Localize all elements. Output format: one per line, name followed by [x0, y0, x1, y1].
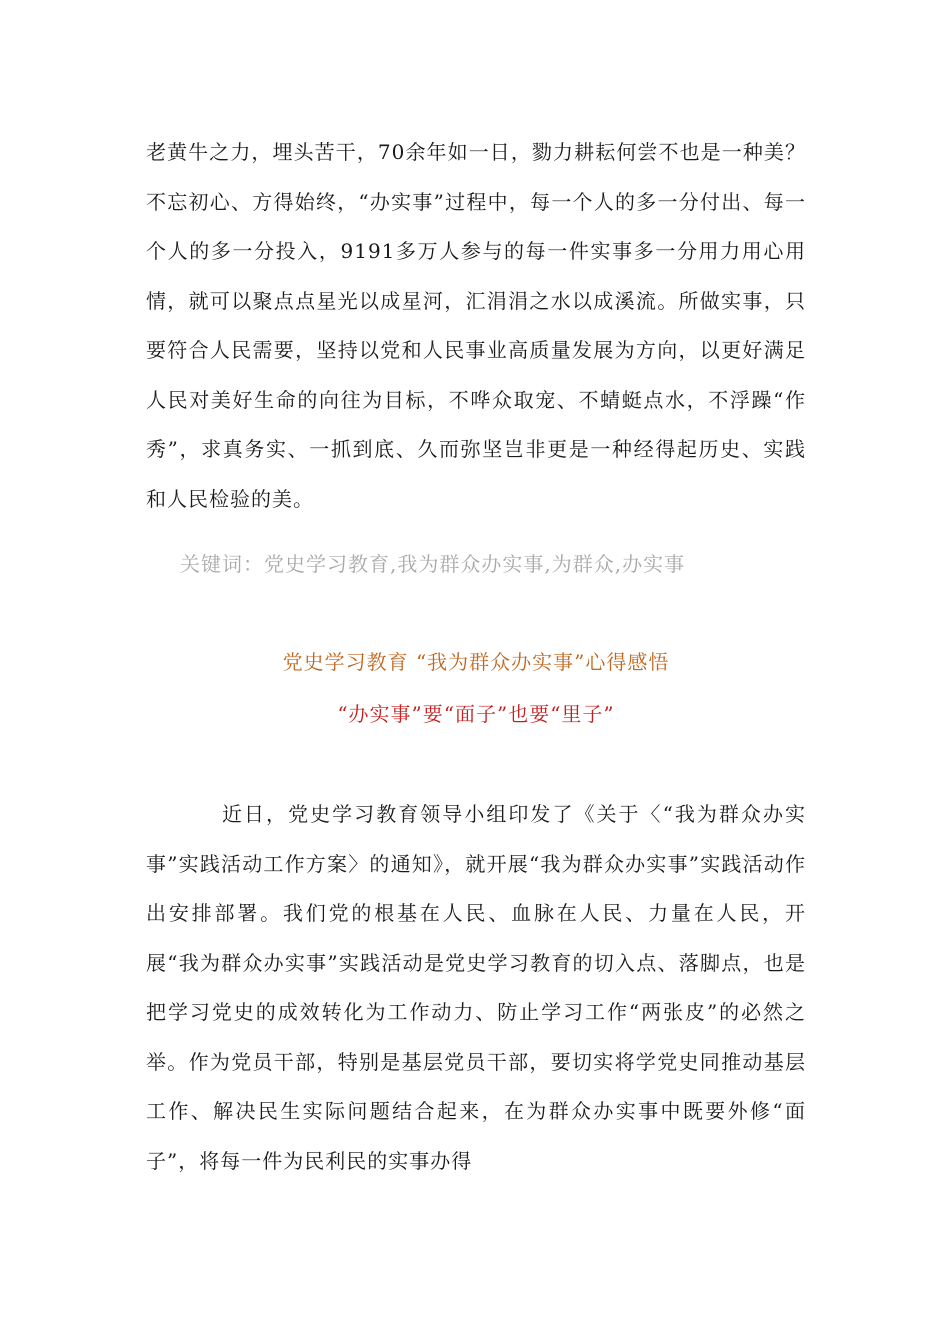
body-paragraph: 近日，党史学习教育领导小组印发了《关于〈“我为群众办实事”实践活动工作方案〉的通知》，就开展“我为群众办实事”实践活动作出安排部署。我们党的根基在人民、血脉在人民、力量在人民，开展“我为群众办实事”实践活动是党史学习教育的切入点、落脚点，也是把学习党史的成效转化为工作动力、防止学习工作“两张皮”的必然之举。作为党员干部，特别是基层党员干部，要切实将学党史同推动基层工作、解决民生实际问题结合起来，在为群众办实事中既要外修“面子”，将每一件为民利民的实事办得	[146, 802, 806, 1173]
document-page	[146, 128, 806, 1186]
section-subtitle: “办实事”要“面子”也要“里子”	[337, 702, 615, 726]
intro-paragraph: 老黄牛之力，埋头苦干，70余年如一日，勠力耕耘何尝不也是一种美？不忘初心、方得始终，“办实事”过程中，每一个人的多一分付出、每一个人的多一分投入，9191多万人参与的每一件实事多一分用力用心用情，就可以聚点点星光以成星河，汇涓涓之水以成溪流。所做实事，只要符合人民需要，坚持以党和人民事业高质量发展为方向，以更好满足人民对美好生命的向往为目标，不哗众取宠、不蜻蜓点水，不浮躁“作秀”，求真务实、一抓到底、久而弥坚岂非更是一种经得起历史、实践和人民检验的美。	[146, 140, 806, 511]
keywords-line: 关键词：党史学习教育,我为群众办实事,为群众,办实事	[180, 552, 686, 576]
section-title: 党史学习教育 “我为群众办实事”心得感悟	[282, 650, 670, 674]
